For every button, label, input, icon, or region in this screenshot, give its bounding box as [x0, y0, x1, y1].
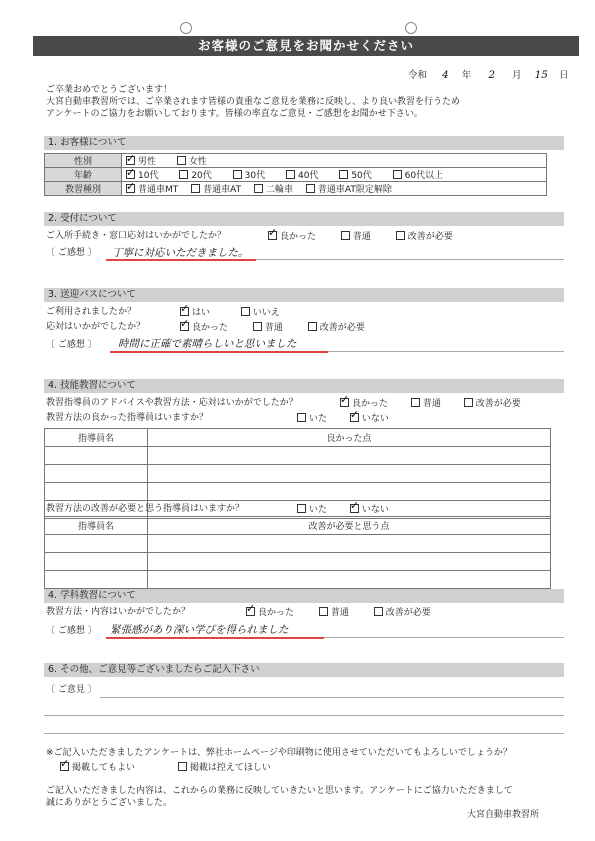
punch-hole: [180, 22, 192, 34]
option-yes[interactable]: いた: [297, 413, 327, 425]
checkbox-checked[interactable]: [340, 398, 349, 407]
checkbox-checked[interactable]: [126, 184, 135, 193]
improve-instructor-table: [44, 516, 551, 589]
checkbox[interactable]: [286, 170, 295, 179]
age-option[interactable]: 60代以上: [393, 168, 443, 181]
date-line: [408, 70, 569, 81]
skill-question-good-instructor: 教習方法の良かった指導員はいますか？: [46, 413, 209, 423]
checkbox-checked[interactable]: [60, 762, 69, 771]
option-decline[interactable]: 掲載は控えてほしい: [178, 762, 271, 774]
date-year: 4: [442, 69, 449, 81]
option-no[interactable]: ✓ いない: [350, 504, 389, 516]
option-yes[interactable]: ✓ はい: [180, 307, 210, 319]
option-improve[interactable]: 改善が必要: [374, 607, 431, 619]
checkbox-checked[interactable]: [350, 504, 359, 513]
course-option[interactable]: 普通車AT限定解除: [306, 182, 392, 195]
table-header: 指導員名: [45, 517, 148, 535]
improve-instructor-options: [297, 504, 389, 516]
option-good[interactable]: ✓ 良かった: [246, 607, 294, 619]
table-cell[interactable]: [148, 571, 551, 589]
date-day: 15: [534, 69, 548, 81]
section-5-header: 4. 学科教習について: [44, 589, 564, 603]
comment-label: 〔 ご感想 〕: [46, 626, 97, 636]
checkbox[interactable]: [254, 184, 263, 193]
rule-line[interactable]: [100, 697, 564, 698]
checkbox[interactable]: [178, 762, 187, 771]
checkbox[interactable]: [233, 170, 242, 179]
checkbox-checked[interactable]: [126, 170, 135, 179]
classroom-options: [246, 607, 431, 619]
bus-question-use: ご利用されましたか？: [46, 307, 137, 317]
checkbox[interactable]: [306, 184, 315, 193]
date-year-unit: 年: [461, 70, 472, 81]
table-cell[interactable]: [148, 465, 551, 483]
opinion-label: 〔 ご意見 〕: [46, 685, 97, 695]
checkbox[interactable]: [241, 307, 250, 316]
rule-line: [328, 351, 564, 352]
age-option[interactable]: 50代: [339, 168, 371, 181]
intro-line: ご卒業おめでとうございます！: [46, 85, 173, 95]
table-cell[interactable]: [45, 571, 148, 589]
consent-question: ※ご記入いただきましたアンケートは、弊社ホームページや印刷物に使用させていただいてもよろしいでしょうか？: [46, 748, 512, 758]
bus-service-options: [180, 322, 365, 334]
skill-question-improve-instructor: 教習方法の改善が必要と思う指導員はいますか？: [46, 504, 245, 514]
table-cell[interactable]: [148, 535, 551, 553]
checkbox[interactable]: [319, 607, 328, 616]
handwritten-comment: 緊張感があり深い学びを得られました: [110, 624, 289, 636]
reception-options: [268, 231, 453, 243]
checkbox[interactable]: [341, 231, 350, 240]
course-label: 教習種別: [45, 182, 122, 196]
table-cell[interactable]: [148, 447, 551, 465]
bus-question-service: 応対はいかがでしたか？: [46, 322, 146, 332]
option-yes[interactable]: いた: [297, 504, 327, 516]
option-improve[interactable]: 改善が必要: [396, 231, 453, 243]
option-good[interactable]: ✓ 良かった: [268, 231, 316, 243]
closing-line: ご記入いただきました内容は、これからの業務に反映していきたいと思います。アンケートにご協力いただきまして: [46, 786, 513, 796]
intro-line: 大宮自動車教習所では、ご卒業されます皆様の貴重なご意見を業務に反映し、より良い教習を行うため: [46, 97, 461, 107]
checkbox[interactable]: [297, 504, 306, 513]
underline: [110, 351, 328, 353]
checkbox[interactable]: [253, 322, 262, 331]
gender-label: 性別: [45, 154, 122, 168]
age-option[interactable]: 30代: [233, 168, 265, 181]
comment-label: 〔 ご感想 〕: [46, 340, 97, 350]
rule-line[interactable]: [44, 715, 564, 716]
section-6-header: 6. その他、ご意見等ございましたらご記入下さい: [44, 663, 564, 677]
rule-line[interactable]: [44, 733, 564, 734]
option-allow[interactable]: ✓掲載してもよい: [60, 762, 135, 774]
table-cell[interactable]: [45, 553, 148, 571]
checkbox[interactable]: [339, 170, 348, 179]
table-cell[interactable]: [45, 483, 148, 501]
checkbox-checked[interactable]: [180, 322, 189, 331]
checkbox[interactable]: [396, 231, 405, 240]
option-no[interactable]: ✓ いない: [350, 413, 389, 425]
bus-use-options: [180, 307, 280, 319]
course-option[interactable]: ✓ 普通車MT: [126, 182, 178, 195]
checkbox[interactable]: [374, 607, 383, 616]
checkbox-checked[interactable]: [246, 607, 255, 616]
option-no[interactable]: いいえ: [241, 307, 280, 319]
table-cell[interactable]: [45, 535, 148, 553]
title-bar: [33, 36, 579, 56]
course-options: [122, 182, 547, 196]
option-normal[interactable]: 普通: [341, 231, 371, 243]
date-day-unit: 日: [558, 70, 569, 81]
section-4-header: 4. 技能教習について: [44, 379, 564, 393]
skill-instructor-options: [340, 398, 521, 410]
course-option[interactable]: 二輪車: [254, 182, 293, 195]
gender-options: [122, 154, 547, 168]
skill-question-instructor: 教習指導員のアドバイスや教習方法・応対はいかがでしたか？: [46, 398, 298, 408]
underline: [106, 637, 324, 639]
checkbox[interactable]: [179, 170, 188, 179]
checkbox[interactable]: [393, 170, 402, 179]
option-good[interactable]: ✓ 良かった: [180, 322, 228, 334]
checkbox-checked[interactable]: [268, 231, 277, 240]
option-improve[interactable]: 改善が必要: [464, 398, 521, 410]
date-era: 令和: [408, 70, 428, 81]
classroom-question: 教習方法・内容はいかがでしたか？: [46, 607, 191, 617]
page-title: お客様のご意見をお聞かせください: [197, 38, 414, 53]
checkbox-checked[interactable]: [126, 156, 135, 165]
section-3-header: 3. 送迎バスについて: [44, 288, 564, 302]
good-instructor-options: [297, 413, 389, 425]
option-good[interactable]: ✓ 良かった: [340, 398, 388, 410]
age-option[interactable]: 20代: [179, 168, 211, 181]
age-option[interactable]: 40代: [286, 168, 318, 181]
customer-info-table: [44, 153, 547, 196]
section-2-header: 2. 受付について: [44, 212, 564, 226]
gender-female[interactable]: 女性: [177, 154, 207, 167]
table-cell[interactable]: [148, 483, 551, 501]
comment-label: 〔 ご感想 〕: [46, 248, 97, 258]
age-options: [122, 168, 547, 182]
section-1-header: 1. お客様について: [44, 136, 564, 150]
gender-male[interactable]: ✓ 男性: [126, 154, 156, 167]
underline: [106, 259, 256, 261]
checkbox-checked[interactable]: [180, 307, 189, 316]
option-normal[interactable]: 普通: [411, 398, 441, 410]
consent-options: [60, 762, 271, 774]
table-header: 指導員名: [45, 429, 148, 447]
rule-line: [256, 259, 564, 260]
checkbox[interactable]: [177, 156, 186, 165]
reception-question: ご入所手続き・窓口応対はいかがでしたか？: [46, 231, 227, 241]
table-header: 改善が必要と思う点: [148, 517, 551, 535]
option-improve[interactable]: 改善が必要: [308, 322, 365, 334]
checkbox[interactable]: [464, 398, 473, 407]
rule-line: [324, 637, 564, 638]
age-label: 年齢: [45, 168, 122, 182]
course-option[interactable]: 普通車AT: [191, 182, 241, 195]
checkbox-checked[interactable]: [350, 413, 359, 422]
date-month-unit: 月: [512, 70, 522, 81]
table-cell[interactable]: [45, 465, 148, 483]
checkbox[interactable]: [191, 184, 200, 193]
table-cell[interactable]: [45, 447, 148, 465]
handwritten-comment: 丁寧に対応いただきました。: [112, 247, 249, 259]
closing-line: 誠にありがとうございました。: [46, 798, 173, 808]
signature: 大宮自動車教習所: [467, 810, 540, 820]
option-normal[interactable]: 普通: [253, 322, 283, 334]
option-normal[interactable]: 普通: [319, 607, 349, 619]
table-cell[interactable]: [148, 553, 551, 571]
checkbox[interactable]: [411, 398, 420, 407]
handwritten-comment: 時間に正確で素晴らしいと思いました: [118, 338, 297, 350]
table-header: 良かった点: [148, 429, 551, 447]
date-month: 2: [488, 69, 495, 81]
age-option[interactable]: ✓ 10代: [126, 168, 158, 181]
checkbox[interactable]: [297, 413, 306, 422]
checkbox[interactable]: [308, 322, 317, 331]
punch-hole: [405, 22, 417, 34]
intro-line: アンケートのご協力をお願いしております。皆様の率直なご意見・ご感想をお聞かせ下さい。: [46, 109, 423, 119]
